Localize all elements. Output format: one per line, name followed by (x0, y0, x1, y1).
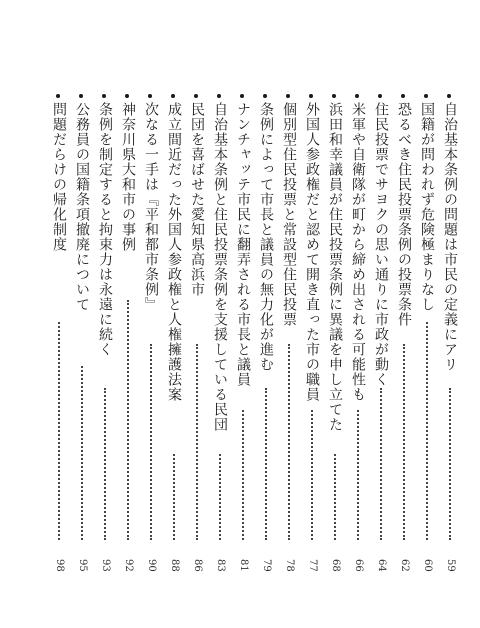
toc-entry-page: 62 (399, 559, 410, 572)
toc-entry-title: ナンチャッテ市民に翻弄される市長と議員 (235, 102, 251, 387)
bullet-dot (378, 94, 382, 98)
dot-leader (58, 322, 60, 540)
toc-entry (140, 94, 162, 572)
bullet-dot (102, 94, 106, 98)
dot-leader (357, 410, 359, 540)
toc-entry-page: 60 (422, 559, 433, 572)
toc-entry-page: 86 (192, 559, 203, 572)
bullet-dot (217, 94, 221, 98)
dot-leader (173, 454, 175, 540)
dot-leader (403, 344, 405, 540)
toc-entry-page: 81 (238, 559, 249, 572)
toc-entry-title: 恐るべき住民投票条例の投票条件 (396, 102, 412, 327)
dot-leader (219, 454, 221, 540)
toc-entry-title: 自治基本条例と住民投票条例を支援している民団 (212, 102, 228, 432)
dot-leader (449, 388, 451, 540)
toc-entry-page: 92 (123, 559, 134, 572)
dot-leader (150, 344, 152, 540)
toc-entry-page: 78 (284, 559, 295, 572)
toc-entry-title: 民団を喜ばせた愛知県高浜市 (189, 102, 205, 297)
toc-entry (324, 94, 346, 572)
bullet-dot (240, 94, 244, 98)
bullet-dot (171, 94, 175, 98)
dot-leader (426, 322, 428, 540)
toc-entry-title: 国籍が問われず危険極まりなし (419, 102, 435, 312)
dot-leader (127, 300, 129, 540)
bullet-dot (125, 94, 129, 98)
toc-entry-page: 66 (353, 559, 364, 572)
toc-entry-title: 問題だらけの帰化制度 (51, 102, 67, 252)
toc-entry-title: 住民投票でサヨクの思い通りに市政が動く (373, 102, 389, 387)
dot-leader (288, 344, 290, 540)
dot-leader (334, 454, 336, 540)
toc-entry-title: 個別型住民投票と常設型住民投票 (281, 102, 297, 327)
bullet-dot (401, 94, 405, 98)
dot-leader (380, 388, 382, 540)
bullet-dot (447, 94, 451, 98)
bullet-dot (309, 94, 313, 98)
bullet-dot (194, 94, 198, 98)
dot-leader (81, 366, 83, 540)
toc-entry (94, 94, 116, 572)
toc-entry-page: 90 (146, 559, 157, 572)
toc-entry-title: 外国人参政権だと認めて開き直った市の職員 (304, 102, 320, 402)
bullet-dot (79, 94, 83, 98)
toc-entry-title: 米軍や自衛隊が町から締め出される可能性も (350, 102, 366, 402)
dot-leader (104, 388, 106, 540)
toc-entry-title: 次なる一手は『平和都市条例』 (143, 102, 159, 312)
toc-entry-page: 59 (445, 559, 456, 572)
toc-entry (439, 94, 461, 572)
toc-entry-title: 神奈川県大和市の事例 (120, 102, 136, 252)
toc-entry (163, 94, 185, 572)
toc-entry-page: 98 (54, 559, 65, 572)
dot-leader (265, 388, 267, 540)
dot-leader (311, 410, 313, 540)
toc-entry-title: 条例を制定すると拘束力は永遠に続く (97, 102, 113, 357)
toc-entry-page: 88 (169, 559, 180, 572)
toc-entry-title: 公務員の国籍条項撤廃について (74, 102, 90, 312)
toc-entry-page: 64 (376, 559, 387, 572)
toc-entry (209, 94, 231, 572)
toc-entry-title: 条例によって市長と議員の無力化が進む (258, 102, 274, 372)
toc-entry-page: 95 (77, 559, 88, 572)
toc-entry (255, 94, 277, 572)
bullet-dot (424, 94, 428, 98)
toc-entry (232, 94, 254, 572)
toc-entry (301, 94, 323, 572)
toc-entry (393, 94, 415, 572)
toc-entry (416, 94, 438, 572)
bullet-dot (355, 94, 359, 98)
toc-entry-title: 自治基本条例の問題は市民の定義にアリ (442, 102, 458, 372)
toc-entry (370, 94, 392, 572)
toc-entry (48, 94, 70, 572)
bullet-dot (263, 94, 267, 98)
dot-leader (242, 410, 244, 540)
toc-entry (71, 94, 93, 572)
dot-leader (196, 344, 198, 540)
toc-entry (186, 94, 208, 572)
bullet-dot (56, 94, 60, 98)
toc-entry (278, 94, 300, 572)
toc-entry (117, 94, 139, 572)
bullet-dot (332, 94, 336, 98)
toc-entry-title: 成立間近だった外国人参政権と人権擁護法案 (166, 102, 182, 402)
toc-entry-page: 79 (261, 559, 272, 572)
toc-entry-title: 浜田和幸議員が住民投票条例に異議を申し立てた (327, 102, 343, 432)
bullet-dot (286, 94, 290, 98)
toc-entry-page: 83 (215, 559, 226, 572)
toc-entry (347, 94, 369, 572)
toc-entry-page: 93 (100, 559, 111, 572)
bullet-dot (148, 94, 152, 98)
toc-entry-page: 77 (307, 559, 318, 572)
toc-entry-page: 68 (330, 559, 341, 572)
